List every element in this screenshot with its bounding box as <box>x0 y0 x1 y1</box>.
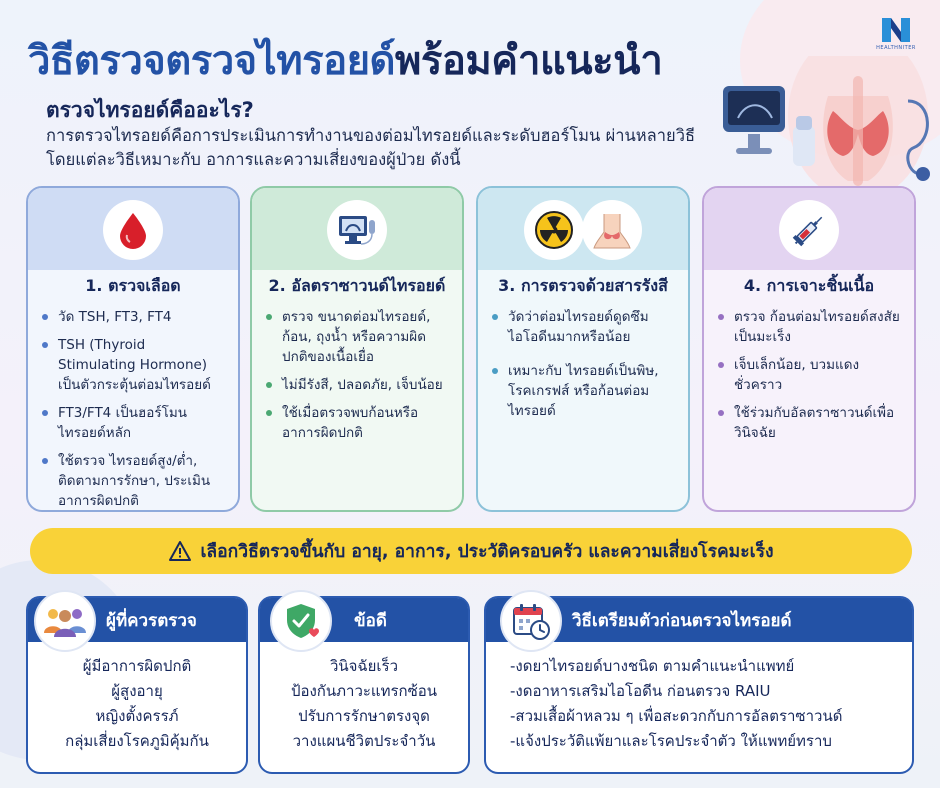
blood-drop-icon <box>103 200 163 260</box>
page-title-blue: วิธีตรวจตรวจไทรอยด์ <box>28 38 395 84</box>
warning-banner <box>30 528 912 574</box>
card-header <box>252 188 462 270</box>
list-item: ป้องกันภาวะแทรกซ้อน <box>290 682 438 700</box>
list-item: -สวมเสื้อผ้าหลวม ๆ เพื่อสะดวกกับการอัลตราซาวนด์ <box>510 707 843 725</box>
card-list <box>40 307 226 511</box>
neck-thyroid-icon <box>582 200 642 260</box>
syringe-icon <box>779 200 839 260</box>
list-item: -งดอาหารเสริมไอโอดีน ก่อนตรวจ RAIU <box>510 682 771 700</box>
method-card-radioactive <box>476 186 690 512</box>
list-item: -แจ้งประวัติแพ้ยาและโรคประจำตัว ให้แพทย์ทราบ <box>510 732 832 750</box>
list-item: FT3/FT4 เป็นฮอร์โมนไทรอยด์หลัก <box>40 403 226 443</box>
list-item: วางแผนชีวิตประจำวัน <box>292 732 436 750</box>
method-card-biopsy <box>702 186 916 512</box>
calendar-clock-icon <box>500 590 562 652</box>
page-title-dark: พร้อมคำแนะนำ <box>395 38 663 84</box>
card-list <box>264 307 450 443</box>
list-item: วินิจฉัยเร็ว <box>329 657 399 675</box>
page-title <box>28 28 662 92</box>
box-list <box>260 642 468 754</box>
card-title: 2. อัลตราซาวนด์ไทรอยด์ <box>268 276 446 295</box>
card-header <box>704 188 914 270</box>
card-header <box>28 188 238 270</box>
brand-logo-icon <box>879 14 913 44</box>
section-description: การตรวจไทรอยด์คือการประเมินการทำงานของต่อมไทรอยด์และระดับฮอร์โมน ผ่านหลายวิธี โดยแต่ละวิธีเหมาะกับ อาการและความเสี่ยงของผู้ป่วย ดังนี้ <box>46 126 696 169</box>
card-list <box>490 307 676 421</box>
list-item: ใช้ร่วมกับอัลตราซาวนด์เพื่อวินิจฉัย <box>716 403 902 443</box>
list-item: วัดว่าต่อมไทรอยด์ดูดซึมไอโอดีนมากหรือน้อย <box>490 307 676 347</box>
info-box-benefits <box>258 596 470 774</box>
box-header: ผู้ที่ควรตรวจ <box>28 598 246 642</box>
shield-check-icon <box>270 590 332 652</box>
radiation-icon <box>524 200 584 260</box>
list-item: เหมาะกับ ไทรอยด์เป็นพิษ, โรคเกรฟส์ หรือก้อนต่อมไทรอยด์ <box>490 361 676 421</box>
people-group-icon <box>34 590 96 652</box>
card-header <box>478 188 688 270</box>
card-title: 1. ตรวจเลือด <box>85 276 181 295</box>
section-question: ตรวจไทรอยด์คืออะไร? <box>46 98 254 122</box>
list-item: วัด TSH, FT3, FT4 <box>40 307 226 327</box>
list-item: ตรวจ ก้อนต่อมไทรอยด์สงสัยเป็นมะเร็ง <box>716 307 902 347</box>
method-card-ultrasound <box>250 186 464 512</box>
list-item: ปรับการรักษาตรงจุด <box>298 707 430 725</box>
list-item: -งดยาไทรอยด์บางชนิด ตามคำแนะนำแพทย์ <box>510 657 795 675</box>
info-box-preparation <box>484 596 914 774</box>
list-item: เจ็บเล็กน้อย, บวมแดงชั่วคราว <box>716 355 902 395</box>
list-item: ผู้มีอาการผิดปกติ <box>82 657 192 675</box>
box-list <box>28 642 246 754</box>
list-item: ไม่มีรังสี, ปลอดภัย, เจ็บน้อย <box>264 375 450 395</box>
list-item: ใช้เมื่อตรวจพบก้อนหรืออาการผิดปกติ <box>264 403 450 443</box>
list-item: ผู้สูงอายุ <box>111 682 163 700</box>
card-list <box>716 307 902 443</box>
box-list <box>486 642 912 754</box>
card-title: 3. การตรวจด้วยสารรังสี <box>498 276 668 295</box>
list-item: TSH (Thyroid Stimulating Hormone) เป็นตัวกระตุ้นต่อมไทรอยด์ <box>40 335 226 395</box>
brand-logo <box>868 14 924 51</box>
box-header: วิธีเตรียมตัวก่อนตรวจไทรอยด์ <box>486 598 912 642</box>
list-item: ใช้ตรวจ ไทรอยด์สูง/ต่ำ, ติดตามการรักษา, ประเมินอาการผิดปกติ <box>40 451 226 511</box>
list-item: ตรวจ ขนาดต่อมไทรอยด์, ก้อน, ถุงน้ำ หรือความผิดปกติของเนื้อเยื่อ <box>264 307 450 367</box>
list-item: กลุ่มเสี่ยงโรคภูมิคุ้มกัน <box>65 732 209 750</box>
ultrasound-monitor-icon <box>327 200 387 260</box>
warning-text: เลือกวิธีตรวจขึ้นกับ อายุ, อาการ, ประวัติครอบครัว และความเสี่ยงโรคมะเร็ง <box>200 542 774 562</box>
warning-triangle-icon <box>168 540 192 562</box>
brand-logo-text: HEALTHNITER <box>876 45 916 51</box>
info-box-who-should-test <box>26 596 248 774</box>
card-title: 4. การเจาะชิ้นเนื้อ <box>743 276 875 295</box>
method-card-blood-test <box>26 186 240 512</box>
thyroid-illustration <box>708 56 940 196</box>
list-item: หญิงตั้งครรภ์ <box>95 707 179 725</box>
box-header: ข้อดี <box>260 598 468 642</box>
